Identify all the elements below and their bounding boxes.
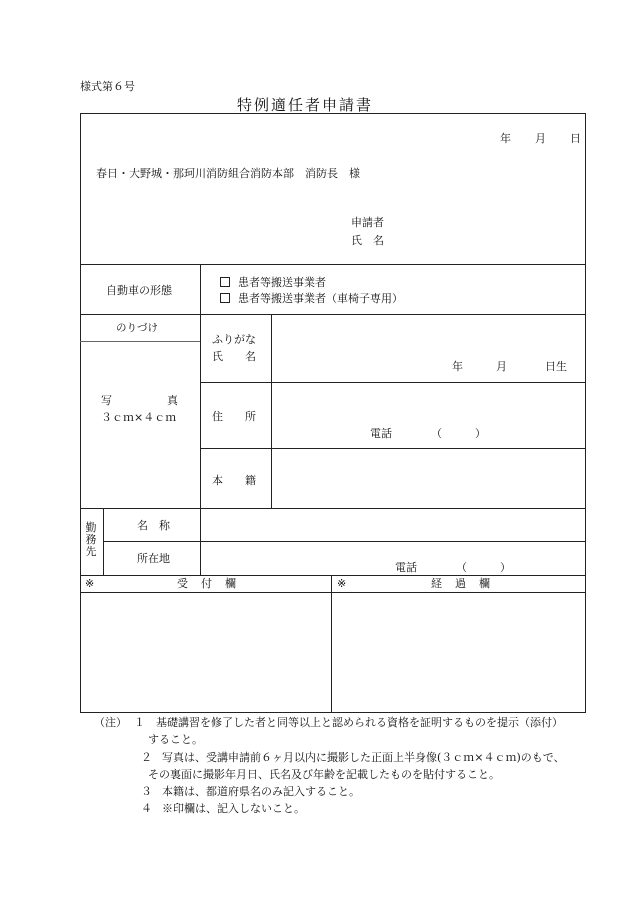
checkbox-icon[interactable] <box>220 277 230 287</box>
note-3-line1: 本籍は、都道府県名のみ記入すること。 <box>162 785 360 798</box>
workplace-label: 勤務先 <box>85 521 97 558</box>
applicant-label: 申請者 <box>351 216 384 229</box>
photo-size: ３ｃｍ×４ｃｍ <box>101 411 177 424</box>
divider <box>200 448 586 449</box>
photo-label: 写 真 <box>101 394 178 407</box>
address-label: 住 所 <box>212 410 256 423</box>
note-2-line2: その裏面に撮影年月日、氏名及び年齢を記載したものを貼付すること。 <box>148 768 500 781</box>
divider <box>80 592 586 593</box>
applicant-name-label: 氏 名 <box>351 234 384 247</box>
note-2-line1: 写真は、受講申請前６ヶ月以内に撮影した正面上半身像(３ｃｍ×４ｃｍ)のもで、 <box>162 751 565 764</box>
vehicle-type-label: 自動車の形態 <box>106 284 172 297</box>
domicile-label: 本 籍 <box>212 474 256 487</box>
notes-prefix: （注） <box>94 716 127 729</box>
address-phone-parens: （ ） <box>431 427 486 440</box>
divider <box>80 341 200 342</box>
divider <box>331 575 332 713</box>
workplace-name-label: 名 称 <box>137 519 170 532</box>
divider <box>200 382 586 383</box>
note-1-num: １ <box>134 716 145 729</box>
note-4-line1: ※印欄は、記入しないこと。 <box>162 802 305 815</box>
workplace-phone-parens: （ ） <box>456 561 511 574</box>
workplace-location-label: 所在地 <box>137 552 170 565</box>
birth-day: 日生 <box>545 360 567 373</box>
note-4-num: ４ <box>141 802 152 815</box>
reception-label: 受 付 欄 <box>177 577 237 590</box>
date-year: 年 <box>500 132 511 145</box>
form-title: 特例適任者申請書 <box>237 96 374 114</box>
vehicle-option-1[interactable] <box>220 276 326 290</box>
birth-month: 月 <box>496 360 507 373</box>
note-2-num: ２ <box>141 751 152 764</box>
name-label: 氏 名 <box>212 350 256 363</box>
divider <box>200 264 201 314</box>
progress-mark: ※ <box>337 577 347 590</box>
photo-glue-label: のりづけ <box>116 322 158 334</box>
divider <box>103 508 104 575</box>
divider <box>80 314 586 315</box>
note-1-line2: すること。 <box>148 733 203 746</box>
addressee: 春日・大野城・那珂川消防組合消防本部 消防長 様 <box>96 167 360 180</box>
divider <box>200 314 201 575</box>
workplace-phone-label: 電話 <box>395 561 417 574</box>
address-phone-label: 電話 <box>370 427 392 440</box>
birth-year: 年 <box>452 360 463 373</box>
reception-mark: ※ <box>85 577 95 590</box>
vehicle-option-2[interactable] <box>220 292 403 306</box>
vehicle-option-label: 患者等搬送事業者 <box>238 276 326 289</box>
divider <box>271 314 272 508</box>
progress-label: 経 過 欄 <box>431 577 491 590</box>
vehicle-option-label: 患者等搬送事業者（車椅子専用） <box>238 292 403 305</box>
date-day: 日 <box>570 132 581 145</box>
note-3-num: ３ <box>141 785 152 798</box>
divider <box>103 541 586 542</box>
furigana-label: ふりがな <box>212 333 256 346</box>
form-number: 様式第６号 <box>80 80 135 93</box>
divider <box>80 264 586 265</box>
date-month: 月 <box>535 132 546 145</box>
divider <box>80 575 586 576</box>
checkbox-icon[interactable] <box>220 293 230 303</box>
note-1-line1: 基礎講習を修了した者と同等以上と認められる資格を証明するものを提示（添付） <box>156 716 563 729</box>
divider <box>80 508 586 509</box>
